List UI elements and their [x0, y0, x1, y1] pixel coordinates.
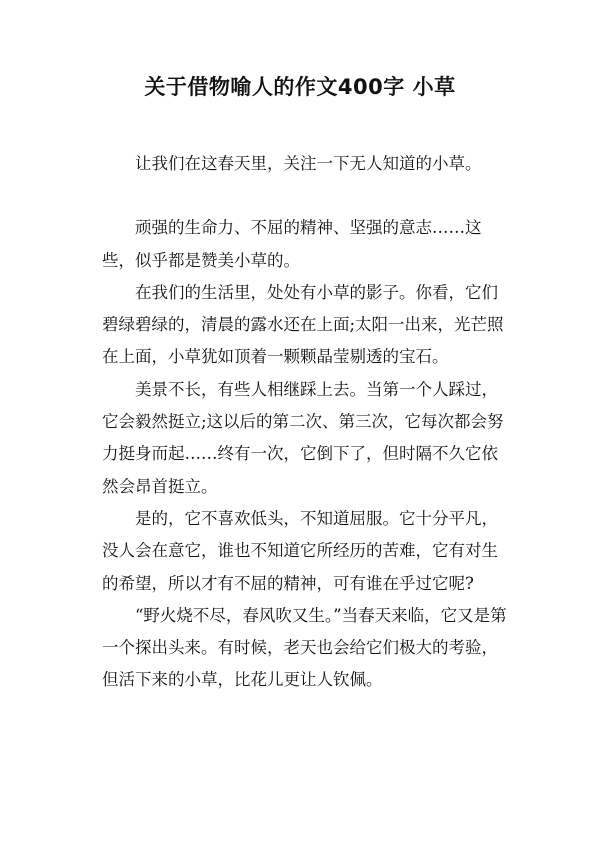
paragraph-6: “野火烧不尽，春风吹又生。”当春天来临，它又是第一个探出头来。有时候，老天也会给它们极大的考验，但活下来的小草，比花儿更让人钦佩。: [102, 605, 507, 690]
paragraph-4: 美景不长，有些人相继踩上去。当第一个人踩过，它会毅然挺立;这以后的第二次、第三次，它每次都会努力挺身而起……终有一次，它倒下了，但时隔不久它依然会昂首挺立。: [102, 379, 504, 496]
paragraph-5: 是的，它不喜欢低头，不知道屈服。它十分平凡，没人会在意它，谁也不知道它所经历的苦难，它有对生的希望，所以才有不屈的精神，可有谁在乎过它呢?: [102, 508, 498, 593]
paragraph-1: 让我们在这春天里，关注一下无人知道的小草。: [135, 154, 482, 173]
paragraph-3: 在我们的生活里，处处有小草的影子。你看，它们碧绿碧绿的，清晨的露水还在上面;太阳一出来，光芒照在上面，小草犹如顶着一颗颗晶莹剔透的宝石。: [102, 282, 504, 367]
document-body: [102, 148, 514, 697]
document-title: 关于借物喻人的作文400字 小草: [144, 75, 456, 99]
paragraph-2: 顽强的生命力、不屈的精神、坚强的意志……这些，似乎都是赞美小草的。: [102, 218, 482, 270]
